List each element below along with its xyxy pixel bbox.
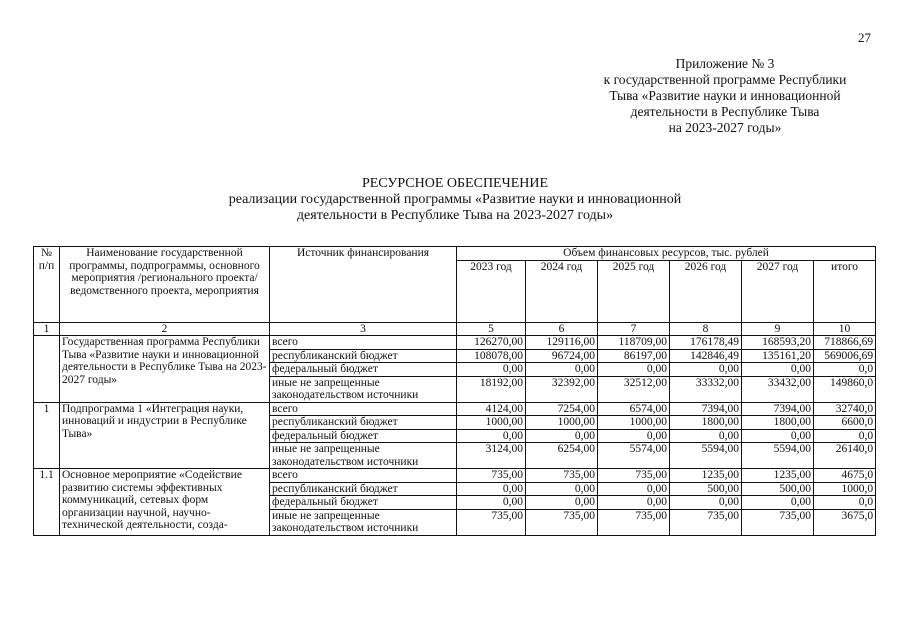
row-num [34,336,60,403]
column-number: 3 [270,322,457,336]
total-cell: 0,0 [814,429,876,443]
total-cell: 26140,0 [814,443,876,469]
source-cell: всего [270,402,457,416]
value-cell: 5594,00 [670,443,742,469]
appendix-line: на 2023-2027 годы» [668,120,782,135]
source-cell: всего [270,336,457,350]
value-cell: 0,00 [457,482,526,496]
value-cell: 735,00 [457,469,526,483]
value-cell: 0,00 [670,496,742,510]
total-cell: 3675,0 [814,509,876,535]
value-cell: 96724,00 [526,349,598,363]
value-cell: 0,00 [598,496,670,510]
value-cell: 500,00 [742,482,814,496]
value-cell: 1000,00 [526,416,598,430]
row-name: Подпрограмма 1 «Интеграция науки, инноваций и индустрии в Республике Тыва» [60,402,270,469]
appendix-line: Приложение № 3 [675,56,775,71]
value-cell: 7394,00 [670,402,742,416]
page-number: 27 [858,30,871,45]
source-cell: республиканский бюджет [270,416,457,430]
value-cell: 0,00 [670,363,742,377]
value-cell: 735,00 [526,469,598,483]
title-line: деятельности в Республике Тыва на 2023-2027 годы» [296,208,614,223]
value-cell: 735,00 [742,509,814,535]
source-cell: республиканский бюджет [270,349,457,363]
value-cell: 0,00 [457,429,526,443]
table-row [34,336,876,350]
value-cell: 33332,00 [670,376,742,402]
total-cell: 32740,0 [814,402,876,416]
total-cell: 0,0 [814,496,876,510]
value-cell: 0,00 [526,363,598,377]
total-cell: 4675,0 [814,469,876,483]
total-cell: 1000,0 [814,482,876,496]
row-name: Основное мероприятие «Содействие развитию системы эффективных коммуникаций, сетевых форм организации научной, научно-технической деятельности, созда- [60,469,270,536]
value-cell: 1235,00 [742,469,814,483]
value-cell: 0,00 [457,496,526,510]
value-cell: 3124,00 [457,443,526,469]
source-cell: иные не запрещенные законодательством источники [270,509,457,535]
value-cell: 1235,00 [670,469,742,483]
source-cell: республиканский бюджет [270,482,457,496]
column-number: 2 [60,322,270,336]
appendix-line: деятельности в Республике Тыва [630,104,820,119]
column-number: 10 [814,322,876,336]
value-cell: 142846,49 [670,349,742,363]
value-cell: 0,00 [457,363,526,377]
header-year-2023: 2023 год [457,260,526,322]
column-number: 1 [34,322,60,336]
value-cell: 86197,00 [598,349,670,363]
value-cell: 126270,00 [457,336,526,350]
value-cell: 735,00 [670,509,742,535]
appendix-line: Тыва «Развитие науки и инновационной [609,88,841,103]
value-cell: 1800,00 [742,416,814,430]
value-cell: 1000,00 [457,416,526,430]
header-source: Источник финансирования [270,247,457,323]
value-cell: 5574,00 [598,443,670,469]
value-cell: 7394,00 [742,402,814,416]
value-cell: 0,00 [526,496,598,510]
value-cell: 0,00 [742,429,814,443]
appendix-block [560,56,890,136]
row-num: 1.1 [34,469,60,536]
column-number: 6 [526,322,598,336]
value-cell: 735,00 [598,469,670,483]
value-cell: 500,00 [670,482,742,496]
value-cell: 168593,20 [742,336,814,350]
title-line: реализации государственной программы «Развитие науки и инновационной [228,192,682,207]
source-cell: иные не запрещенные законодательством источники [270,376,457,402]
value-cell: 0,00 [670,429,742,443]
total-cell: 569006,69 [814,349,876,363]
header-year-2024: 2024 год [526,260,598,322]
header-total: итого [814,260,876,322]
value-cell: 18192,00 [457,376,526,402]
value-cell: 5594,00 [742,443,814,469]
value-cell: 0,00 [742,496,814,510]
total-cell: 718866,69 [814,336,876,350]
value-cell: 6574,00 [598,402,670,416]
source-cell: федеральный бюджет [270,496,457,510]
title-line: РЕСУРСНОЕ ОБЕСПЕЧЕНИЕ [361,176,549,191]
value-cell: 0,00 [598,363,670,377]
column-number: 8 [670,322,742,336]
value-cell: 32392,00 [526,376,598,402]
value-cell: 0,00 [598,482,670,496]
total-cell: 0,0 [814,363,876,377]
source-cell: всего [270,469,457,483]
source-cell: иные не запрещенные законодательством источники [270,443,457,469]
value-cell: 1800,00 [670,416,742,430]
source-cell: федеральный бюджет [270,363,457,377]
value-cell: 4124,00 [457,402,526,416]
header-name: Наименование государственной программы, подпрограммы, основного мероприятия /регионального проекта/ ведомственного проекта, мероприятия [60,247,270,323]
table-row [34,402,876,416]
value-cell: 176178,49 [670,336,742,350]
value-cell: 108078,00 [457,349,526,363]
header-year-2026: 2026 год [670,260,742,322]
source-cell: федеральный бюджет [270,429,457,443]
document-title [150,176,760,224]
appendix-line: к государственной программе Республики [603,72,847,87]
value-cell: 735,00 [598,509,670,535]
column-number: 9 [742,322,814,336]
value-cell: 7254,00 [526,402,598,416]
value-cell: 0,00 [526,429,598,443]
value-cell: 735,00 [457,509,526,535]
header-volume: Объем финансовых ресурсов, тыс. рублей [457,247,876,261]
value-cell: 118709,00 [598,336,670,350]
column-number: 7 [598,322,670,336]
header-year-2027: 2027 год [742,260,814,322]
value-cell: 1000,00 [598,416,670,430]
row-name: Государственная программа Республики Тыва «Развитие науки и инновационной деятельности в Республике Тыва на 2023-2027 годы» [60,336,270,403]
header-year-2025: 2025 год [598,260,670,322]
column-number: 5 [457,322,526,336]
value-cell: 0,00 [526,482,598,496]
value-cell: 33432,00 [742,376,814,402]
value-cell: 129116,00 [526,336,598,350]
resource-table [33,246,876,536]
total-cell: 149860,0 [814,376,876,402]
value-cell: 32512,00 [598,376,670,402]
total-cell: 6600,0 [814,416,876,430]
header-num: № п/п [34,247,60,323]
value-cell: 0,00 [598,429,670,443]
row-num: 1 [34,402,60,469]
value-cell: 135161,20 [742,349,814,363]
table-row [34,469,876,483]
value-cell: 735,00 [526,509,598,535]
value-cell: 6254,00 [526,443,598,469]
value-cell: 0,00 [742,363,814,377]
